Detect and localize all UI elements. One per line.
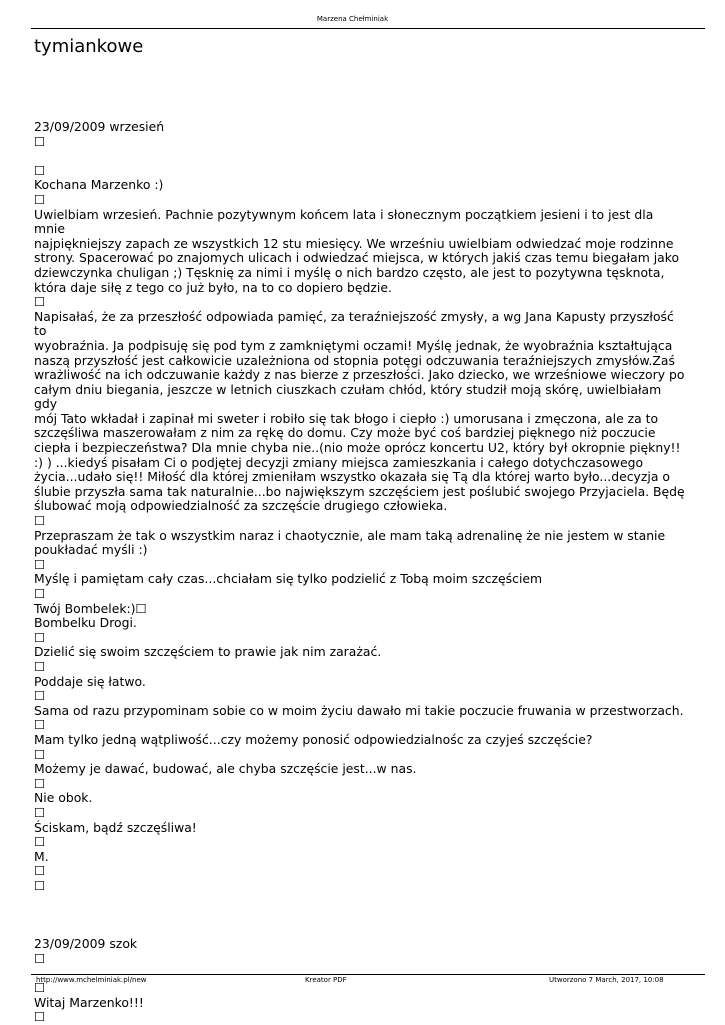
- text-line: 23/09/2009 szok: [34, 936, 138, 952]
- checkbox-glyph: ☐: [34, 688, 46, 704]
- page-title: tymiankowe: [34, 36, 144, 57]
- text-line: Możemy je dawać, budować, ale chyba szczęście jest...w nas.: [34, 761, 417, 777]
- text-line: Nie obok.: [34, 790, 93, 806]
- checkbox-glyph: ☐: [34, 1009, 46, 1025]
- text-line: Przepraszam że tak o wszystkim naraz i chaotycznie, ale mam taką adrenalinę że nie jestem w stanie: [34, 527, 666, 543]
- text-line: ślubować moją odpowiedzialność za szczęście drugiego człowieka.: [34, 498, 448, 514]
- checkbox-glyph: ☐: [34, 775, 46, 791]
- footer-generator: Kreator PDF: [305, 976, 347, 984]
- text-line: [34, 893, 686, 908]
- text-line: dziewczynka chuligan ;) Tęsknię za nimi i myślę o nich bardzo często, ale jest to pozytywna tęsknota,: [34, 264, 665, 280]
- text-line: Myślę i pamiętam cały czas...chciałam się tylko podzielić z Tobą moim szczęściem: [34, 571, 543, 587]
- text-line: wrażliwość na ich odczuwanie każdy z nas bierze z przeszłości. Jako dziecko, we wrześniowe wieczory po: [34, 367, 685, 383]
- text-line: szczęśliwa maszerowałam z nim za rękę do domu. Czy może być coś bardziej pięknego niż poczucie: [34, 425, 656, 441]
- footer-url: http://www.mchelminiak.pl/new: [36, 976, 147, 984]
- checkbox-glyph: ☐: [34, 133, 46, 149]
- checkbox-glyph: ☐: [34, 191, 46, 207]
- checkbox-glyph: ☐: [34, 877, 46, 893]
- text-line: M.: [34, 848, 49, 864]
- text-line: całym dniu biegania, jeszcze w letnich ciuszkach czułam chłód, który studził moją skórę, uwielbiałam gdy: [34, 381, 662, 412]
- text-line: Kochana Marzenko :): [34, 177, 164, 193]
- checkbox-glyph: ☐: [34, 717, 46, 733]
- text-line: strony. Spacerować po znajomych ulicach i odwiedzać miejsca, w których jakiś czas temu biegałam jako: [34, 250, 680, 266]
- text-line: :) ) ...kiedyś pisałam Ci o podjętej decyzji zmiany miejsca zamieszkania i całego dotychczasowego: [34, 454, 644, 470]
- header-divider: [31, 28, 705, 29]
- text-line: Bombelku Drogi.: [34, 615, 137, 631]
- checkbox-glyph: ☐: [34, 834, 46, 850]
- text-line: Sama od razu przypominam sobie co w moim życiu dawało mi takie poczucie fruwania w przestworzach.: [34, 702, 684, 718]
- checkbox-glyph: ☐: [34, 629, 46, 645]
- footer-divider: [31, 974, 705, 975]
- text-line: poukładać myśli :): [34, 542, 148, 558]
- text-line: Ściskam, bądź szczęśliwa!: [34, 819, 197, 835]
- text-line: Twój Bombelek:)☐: [34, 600, 147, 616]
- checkbox-glyph: ☐: [34, 804, 46, 820]
- checkbox-glyph: ☐: [34, 586, 46, 601]
- document-body: [34, 120, 686, 1025]
- text-line: Witaj Marzenko!!!: [34, 994, 144, 1010]
- text-line: naszą przyszłość jest całkowicie uzależniona od stopnia potęgi odczuwania teraźniejszych zmysłów.Zaś: [34, 352, 675, 368]
- page-header-author: Marzena Chełminiak: [316, 15, 389, 23]
- checkbox-glyph: ☐: [34, 746, 46, 762]
- text-line: 23/09/2009 wrzesień: [34, 119, 165, 134]
- checkbox-glyph: ☐: [34, 950, 46, 966]
- text-line: życia...udało się!! Miłość dla której zmieniłam wszystko okazała się Tą dla której warto było...decyzja o: [34, 469, 670, 485]
- text-line: Uwielbiam wrzesień. Pachnie pozytywnym końcem lata i słonecznym początkiem jesieni i to jest dla mnie: [34, 206, 654, 237]
- footer-created: Utworzono 7 March, 2017, 10:08: [549, 976, 664, 984]
- checkbox-glyph: ☐: [34, 556, 46, 572]
- text-line: Dzielić się swoim szczęściem to prawie jak nim zarażać.: [34, 644, 382, 660]
- text-line: Poddaje się łatwo.: [34, 673, 146, 689]
- checkbox-glyph: ☐: [34, 658, 46, 674]
- text-line: Mam tylko jedną wątpliwość...czy możemy ponosić odpowiedzialnośc za czyjeś szczęście?: [34, 731, 593, 747]
- checkbox-glyph: ☐: [34, 980, 46, 996]
- checkbox-glyph: ☐: [34, 162, 46, 178]
- text-line: [34, 923, 686, 938]
- checkbox-glyph: ☐: [34, 863, 46, 879]
- text-line: [34, 149, 686, 164]
- text-line: Napisałaś, że za przeszłość odpowiada pamięć, za teraźniejszość zmysły, a wg Jana Kapusty przyszłość to: [34, 308, 674, 339]
- text-line: wyobraźnia. Ja podpisuję się pod tym z zamkniętymi oczami! Myślę jednak, że wyobraźnia kształtująca: [34, 337, 673, 353]
- checkbox-glyph: ☐: [34, 513, 46, 529]
- text-line: ciepła i bezpieczeństwa? Dla mnie chyba nie..(nio może oprócz koncertu U2, który był okropnie piękny!!: [34, 440, 681, 456]
- text-line: mój Tato wkładał i zapinał mi sweter i robiło się tak błogo i ciepło :) umorusana i zmęczona, ale za to: [34, 410, 659, 426]
- text-line: najpiękniejszy zapach ze wszystkich 12 stu miesięcy. We wrześniu uwielbiam odwiedzać moje rodzinne: [34, 235, 674, 251]
- text-line: która daje siłę z tego co już było, na to co dopiero będzie.: [34, 279, 392, 295]
- text-line: ślubie przyszła sama tak naturalnie...bo największym szczęściem jest poślubić swojego Przyjaciela. Będę: [34, 483, 685, 499]
- text-line: [34, 908, 686, 923]
- checkbox-glyph: ☐: [34, 294, 46, 310]
